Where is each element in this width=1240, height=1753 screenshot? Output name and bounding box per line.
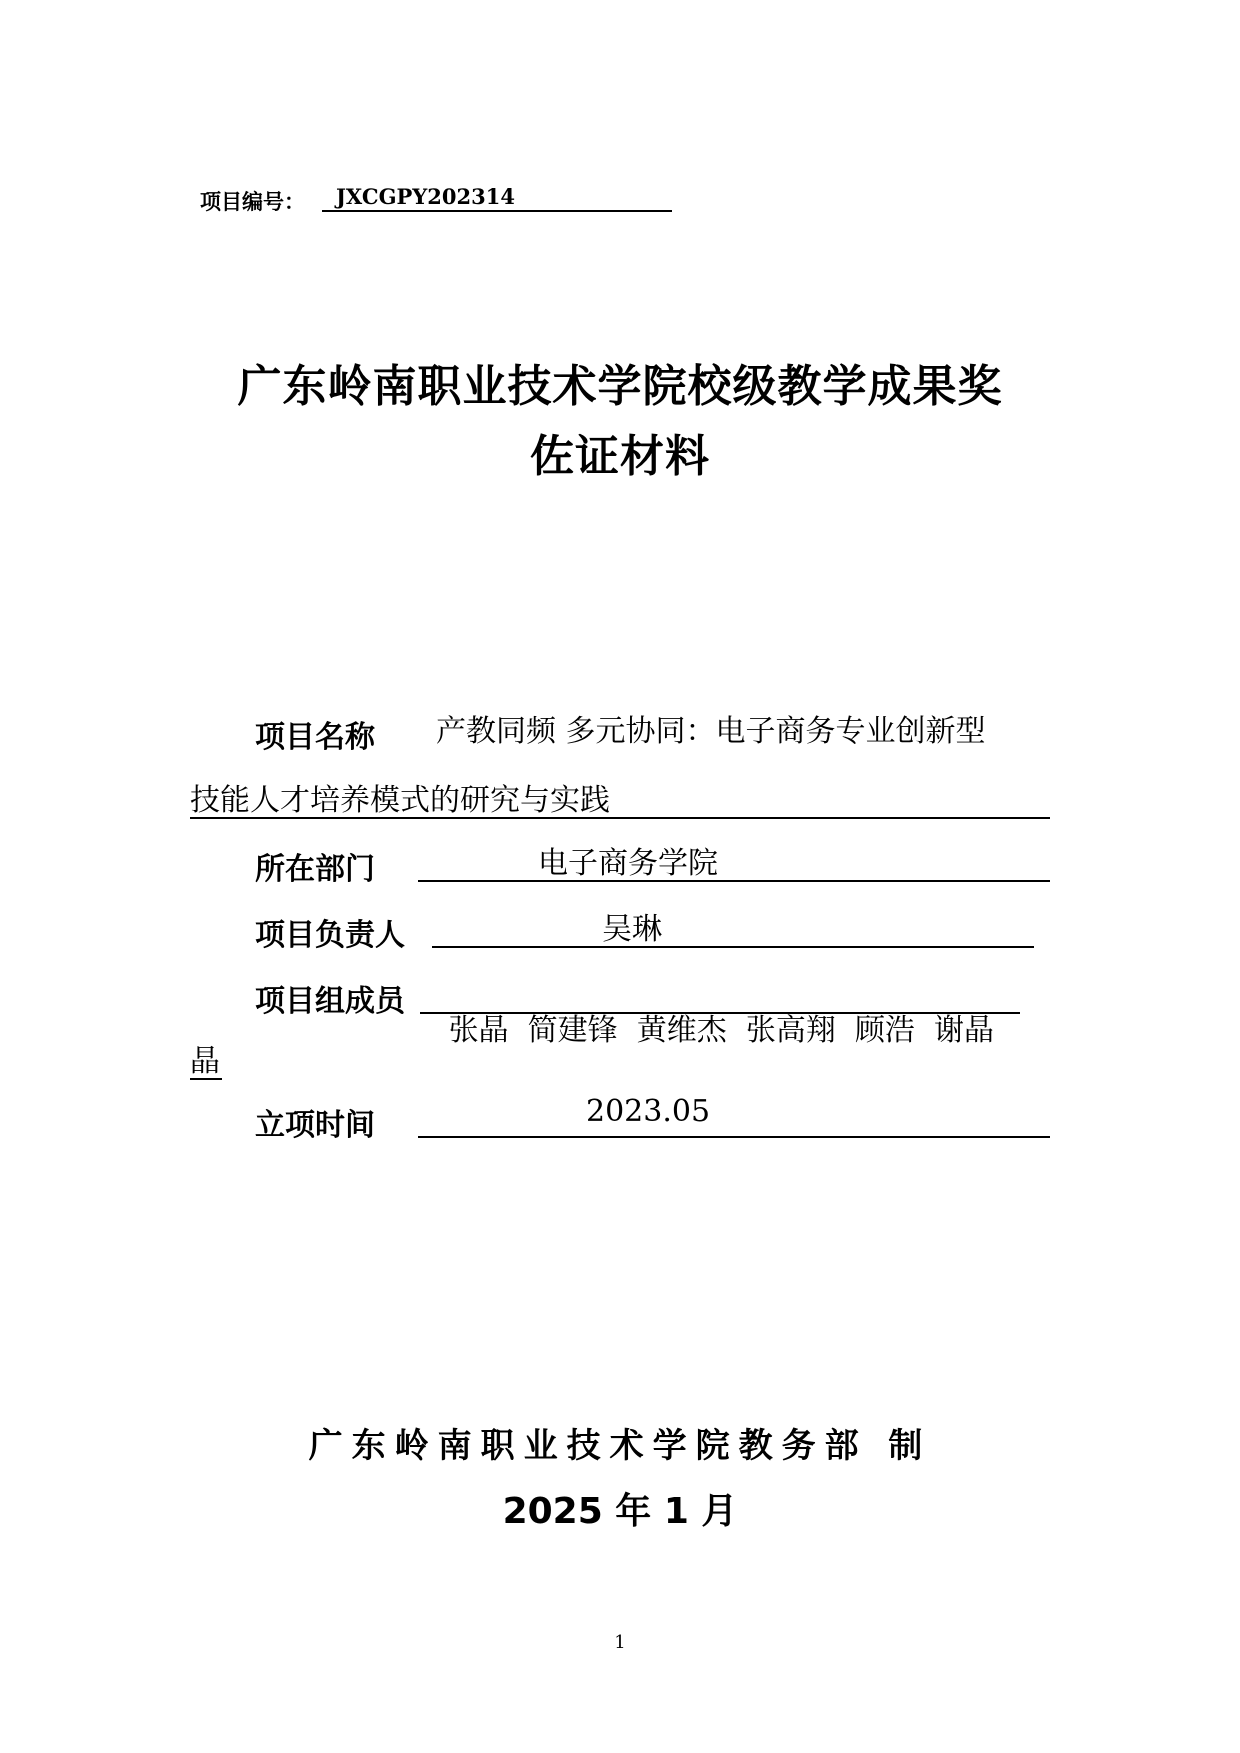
page-number: 1 [614,1632,626,1653]
field-value-project-name-line2 [190,775,1050,819]
title-line-1: 广东岭南职业技术学院校级教学成果奖 [237,361,1003,412]
project-name-text-2: 技能人才培养模式的研究与实践 [190,783,610,818]
department-text: 电子商务学院 [538,846,718,881]
field-label-leader: 项目负责人 [255,918,405,953]
field-value-members-line2 [190,1036,222,1080]
field-label-project-name: 项目名称 [255,720,375,755]
project-name-text-1: 产教同频 多元协同：电子商务专业创新型 [436,714,986,749]
members-text-2: 晶 [190,1044,220,1079]
issuer: 广东岭南职业技术学院教务部 制 [308,1426,932,1466]
project-number-value [322,184,672,212]
project-number-label: 项目编号： [200,190,305,214]
issue-date: 2025 年 1 月 [502,1491,738,1532]
leader-text: 吴琳 [602,912,662,947]
field-value-start-time [418,1094,1050,1138]
field-value-department [418,838,1050,882]
field-label-start-time: 立项时间 [255,1108,375,1143]
project-number-text: JXCGPY202314 [336,184,515,209]
title-line-2: 佐证材料 [530,431,710,482]
field-label-department: 所在部门 [255,852,375,887]
members-text-1: 张晶 简建锋 黄维杰 张高翔 顾浩 谢晶 [439,1013,994,1048]
field-value-leader [432,904,1034,948]
field-value-project-name-line1 [428,706,1053,751]
field-label-members: 项目组成员 [255,984,405,1019]
start-time-text: 2023.05 [586,1094,711,1129]
field-value-members-line1 [420,970,1020,1048]
